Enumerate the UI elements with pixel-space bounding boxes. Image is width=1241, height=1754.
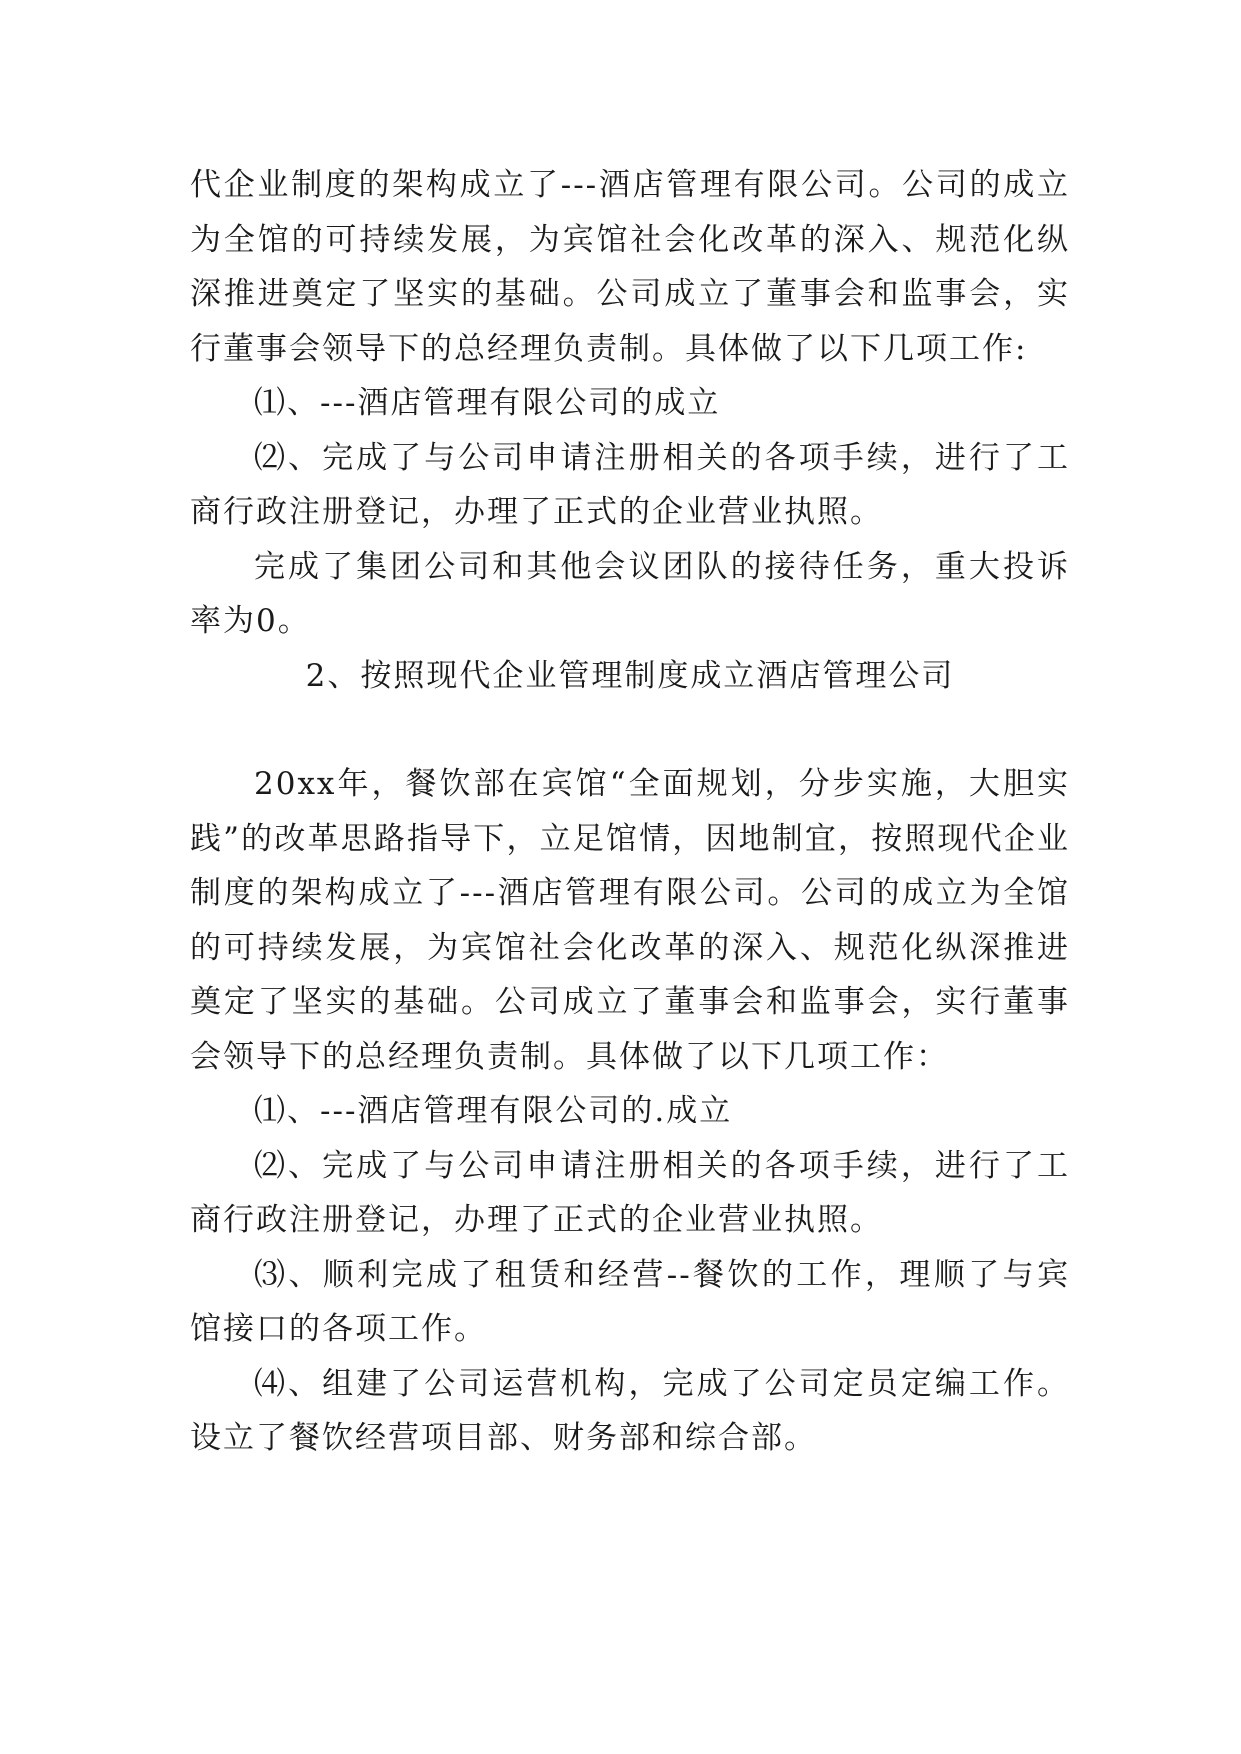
list-item-4: ⑷、组建了公司运营机构，完成了公司定员定编工作。设立了餐饮经营项目部、财务部和综合部。 [190,1365,1070,1456]
paragraph-reform: 20xx年，餐饮部在宾馆“全面规划，分步实施，大胆实践”的改革思路指导下，立足馆情，因地制宜，按照现代企业制度的架构成立了---酒店管理有限公司。公司的成立为全馆的可持续发展，为宾馆社会化改革的深入、规范化纵深推进奠定了坚实的基础。公司成立了董事会和监事会，实行董事会领导下的总经理负责制。具体做了以下几项工作： [190,766,1070,1075]
spacer [190,703,1070,757]
list-item-3: ⑶、顺利完成了租赁和经营--餐饮的工作，理顺了与宾馆接口的各项工作。 [190,1256,1070,1347]
document-body [190,158,1070,1466]
section-heading: 2、按照现代企业管理制度成立酒店管理公司 [305,657,955,694]
list-item-2-repeat: ⑵、完成了与公司申请注册相关的各项手续，进行了工商行政注册登记，办理了正式的企业营业执照。 [190,1147,1070,1238]
list-item-1: ⑴、---酒店管理有限公司的成立 [254,385,721,421]
list-item-1-repeat: ⑴、---酒店管理有限公司的.成立 [254,1093,733,1129]
paragraph-intro-continued: 代企业制度的架构成立了---酒店管理有限公司。公司的成立为全馆的可持续发展，为宾馆社会化改革的深入、规范化纵深推进奠定了坚实的基础。公司成立了董事会和监事会，实行董事会领导下的总经理负责制。具体做了以下几项工作: [190,167,1070,367]
paragraph-reception-tasks: 完成了集团公司和其他会议团队的接待任务，重大投诉率为0。 [190,548,1070,639]
list-item-2: ⑵、完成了与公司申请注册相关的各项手续，进行了工商行政注册登记，办理了正式的企业营业执照。 [190,439,1070,530]
